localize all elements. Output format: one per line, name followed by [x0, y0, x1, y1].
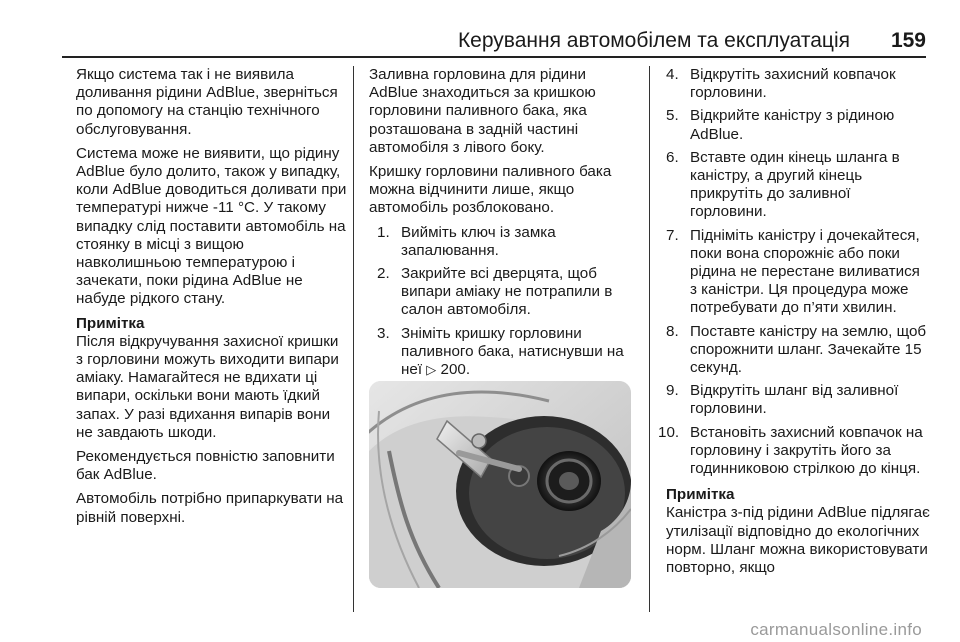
watermark-text: carmanualsonline.info	[750, 620, 922, 639]
step-number: 1.	[377, 223, 390, 241]
paragraph: Рекомендується повністю заповнити бак AdBlue.	[76, 448, 335, 484]
step-number: 7.	[666, 226, 679, 244]
step-text: Підніміть каністру і дочекайтеся, поки вона спорожніє або поки рідина не перестане виливатися з каністри. Ця процедура може потребувати до п’яти хвилин.	[690, 226, 920, 317]
page-number: 159	[890, 29, 926, 52]
paragraph: Система може не виявити, що рідину AdBlue було долито, також у випадку, коли AdBlue доводиться доливати при температурі нижче -11 °C. У такому випадку слід поставити автомобіль на стоянку в місці з вищою навколишньою температурою і зачекати, поки рідина AdBlue не набуде рідкого стану.	[76, 144, 347, 308]
paragraph: Якщо система так і не виявила доливання рідини AdBlue, зверніться по допомогу на станцію технічного обслуговування.	[76, 66, 338, 138]
list-item	[666, 382, 930, 418]
step-number: 10.	[658, 423, 680, 441]
note-text: Каністра з-під рідини AdBlue підлягає утилізації відповідно до екологічних норм. Шланг можна використовувати повторно, якщо	[666, 504, 930, 577]
step-text: Зніміть кришку горловини паливного бака, натиснувши на неї	[401, 324, 624, 379]
list-item	[377, 265, 631, 320]
step-text: Відкрийте каністру з рідиною AdBlue.	[690, 107, 895, 143]
column-divider	[649, 66, 650, 612]
list-item	[666, 149, 930, 222]
list-item	[658, 423, 930, 479]
step-number: 9.	[666, 382, 679, 400]
reference-page[interactable]: 200.	[440, 361, 471, 379]
step-number: 8.	[666, 322, 679, 340]
step-text: Закрийте всі дверцята, щоб випари аміаку не потрапили в салон автомобіля.	[401, 265, 613, 319]
header-divider	[62, 56, 926, 58]
step-text: Вийміть ключ із замка запалювання.	[401, 223, 556, 259]
column-middle	[369, 66, 631, 384]
page-header	[0, 0, 960, 60]
step-number: 4.	[666, 66, 679, 83]
fuel-filler-illustration	[369, 381, 631, 588]
step-text: Відкрутіть шланг від заливної горловини.	[690, 382, 899, 418]
note-text: Після відкручування захисної кришки з горловини можуть виходити випари аміаку. Намагайтеся не вдихати ці випари, оскільки вони мають їдкий запах. У разі вдихання випарів вони не завдають шкоди.	[76, 332, 339, 441]
steps-list	[377, 224, 631, 380]
list-item	[377, 224, 631, 260]
paragraph: Кришку горловини паливного бака можна відчинити лише, якщо автомобіль розблоковано.	[369, 163, 612, 217]
note-block	[76, 315, 348, 442]
note-title: Примітка	[666, 486, 735, 504]
column-divider	[353, 66, 354, 612]
list-item	[377, 325, 631, 380]
step-text: Відкрутіть захисний ковпачок горловини.	[690, 66, 896, 102]
step-number: 6.	[666, 148, 679, 166]
section-title: Керування автомобілем та експлуатація	[457, 29, 850, 52]
list-item	[666, 107, 930, 143]
note-title: Примітка	[76, 314, 145, 332]
steps-list	[658, 66, 930, 478]
list-item	[666, 323, 930, 378]
step-text: Вставте один кінець шланга в каністру, а другий кінець прикрутіть до заливної горловини.	[690, 148, 900, 221]
note-block	[666, 486, 930, 577]
page-reference-icon: ▷	[426, 362, 437, 378]
paragraph: Автомобіль потрібно припаркувати на рівній поверхні.	[76, 490, 344, 526]
step-number: 2.	[377, 265, 390, 283]
list-item	[666, 66, 930, 102]
column-right	[658, 66, 930, 577]
list-item	[666, 227, 930, 318]
paragraph: Заливна горловина для рідини AdBlue знаходиться за кришкою горловини паливного бака, яка розташована в задній частині автомобіля з лівого боку.	[369, 66, 596, 156]
step-number: 5.	[666, 107, 679, 125]
column-left	[76, 66, 348, 533]
step-text: Встановіть захисний ковпачок на горловину і закрутіть його за годинниковою стрілкою до кінця.	[690, 423, 923, 478]
step-number: 3.	[377, 324, 390, 342]
step-text: Поставте каністру на землю, щоб спорожнити шланг. Зачекайте 15 секунд.	[690, 322, 927, 377]
